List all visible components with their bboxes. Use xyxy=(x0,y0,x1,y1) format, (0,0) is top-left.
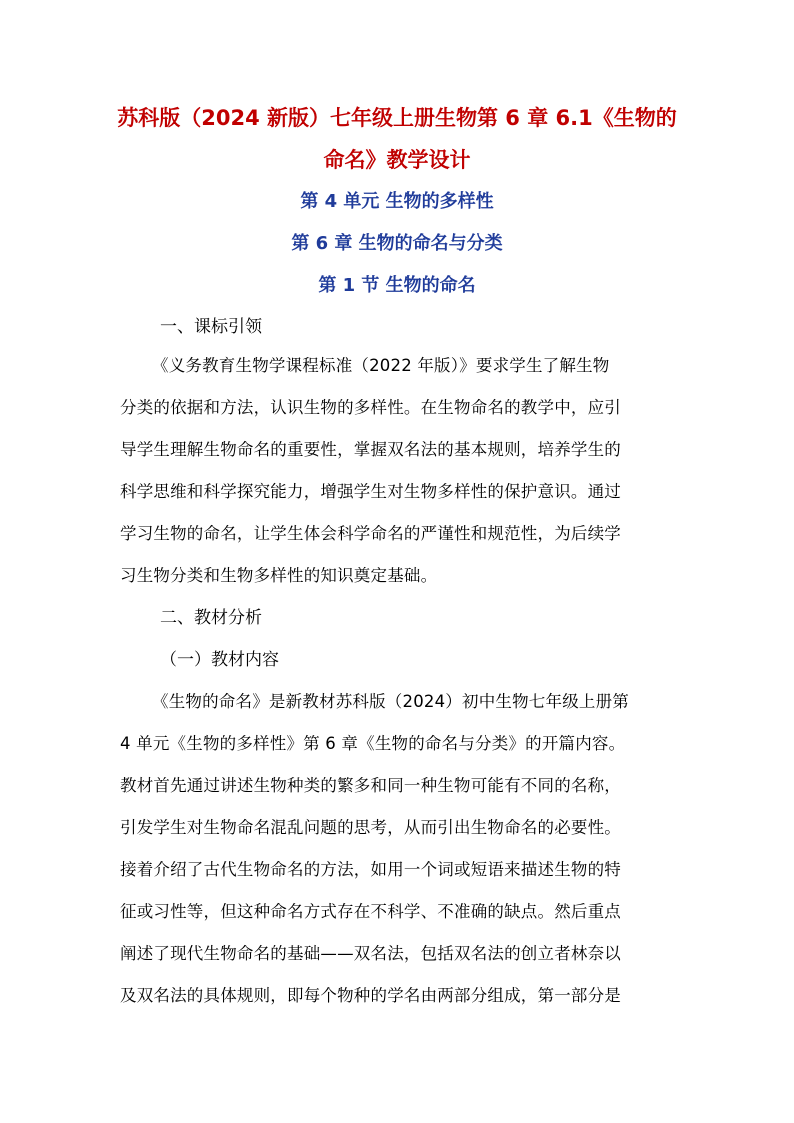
paragraph-line: 引发学生对生物命名混乱问题的思考，从而引出生物命名的必要性。 xyxy=(120,818,621,837)
paragraph-line: 习生物分类和生物多样性的知识奠定基础。 xyxy=(120,566,438,585)
doc-title-line-2: 命名》教学设计 xyxy=(323,148,471,172)
doc-title-line-1: 苏科版（2024 新版）七年级上册生物第 6 章 6.1《生物的 xyxy=(117,106,677,130)
paragraph-line: 学习生物的命名，让学生体会科学命名的严谨性和规范性，为后续学 xyxy=(120,524,621,543)
paragraph-line: 教材首先通过讲述生物种类的繁多和同一种生物可能有不同的名称， xyxy=(120,776,621,795)
heading-textbook-analysis: 二、教材分析 xyxy=(160,608,262,628)
heading-curriculum: 一、课标引领 xyxy=(160,317,262,337)
unit-heading: 第 4 单元 生物的多样性 xyxy=(300,191,494,212)
paragraph-line: 征或习性等，但这种命名方式存在不科学、不准确的缺点。然后重点 xyxy=(120,902,621,921)
heading-textbook-content: （一）教材内容 xyxy=(160,650,279,670)
paragraph-line: 科学思维和科学探究能力，增强学生对生物多样性的保护意识。通过 xyxy=(120,482,621,501)
paragraph-line: 及双名法的具体规则，即每个物种的学名由两部分组成，第一部分是 xyxy=(120,986,621,1005)
paragraph-line: 阐述了现代生物命名的基础——双名法，包括双名法的创立者林奈以 xyxy=(120,944,621,963)
paragraph-line: 4 单元《生物的多样性》第 6 章《生物的命名与分类》的开篇内容。 xyxy=(120,734,626,753)
paragraph-line: 分类的依据和方法，认识生物的多样性。在生物命名的教学中，应引 xyxy=(120,398,621,417)
paragraph-line: 导学生理解生物命名的重要性，掌握双名法的基本规则，培养学生的 xyxy=(120,440,621,459)
section-heading: 第 1 节 生物的命名 xyxy=(318,275,476,296)
paragraph-line: 《生物的命名》是新教材苏科版（2024）初中生物七年级上册第 xyxy=(152,692,629,711)
paragraph-line: 《义务教育生物学课程标准（2022 年版）》要求学生了解生物 xyxy=(152,356,610,375)
paragraph-line: 接着介绍了古代生物命名的方法，如用一个词或短语来描述生物的特 xyxy=(120,860,621,879)
chapter-heading: 第 6 章 生物的命名与分类 xyxy=(291,233,503,254)
